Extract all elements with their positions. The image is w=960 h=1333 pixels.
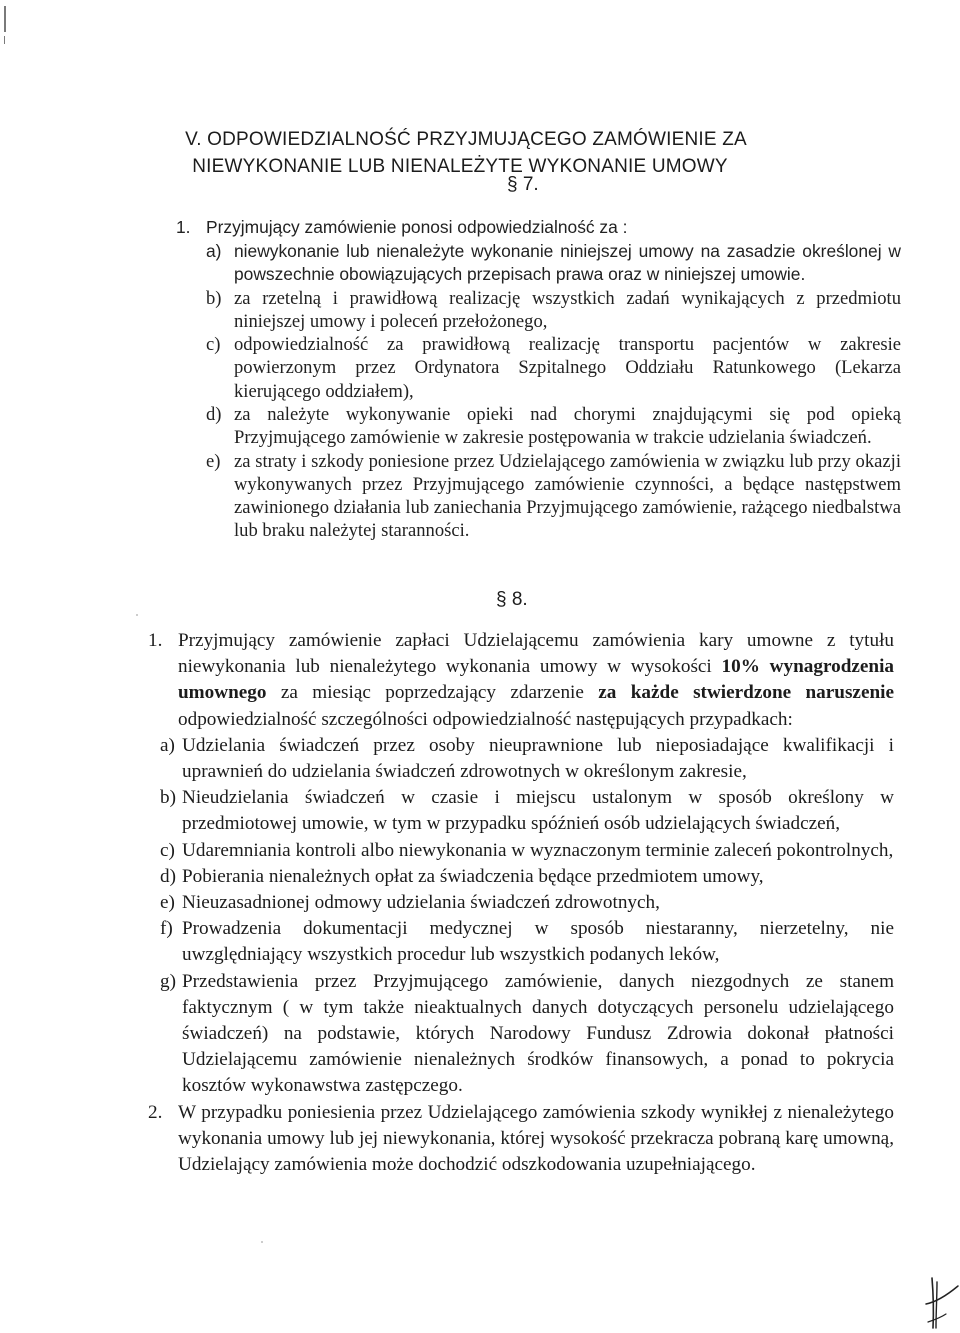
list-item — [176, 450, 901, 543]
point-number: 1. — [176, 217, 191, 237]
list-item-text: odpowiedzialność za prawidłową realizację transportu pacjentów w zakresie powierzonym przez Ordynatora Szpitalnego Oddziału Ratunkowego (Lekarza kierującego oddziałem), — [234, 334, 901, 402]
point-text-part: Przyjmujący zamówienie zapłaci Udzielającemu zamówienia kary umowne z tytułu niewykonania lub nienależytego wykonania umowy w wysokości — [178, 630, 894, 678]
list-item — [148, 890, 894, 916]
point-text: W przypadku poniesienia przez Udzielającego zamówienia szkody wynikłej z nienależytego wykonania umowy lub jej niewykonania, której wysokość przekracza pobraną karę umowną, Udzielający zamówienia może dochodzić odszkodowania uzupełniającego. — [178, 1101, 894, 1176]
heading-line-2: NIEWYKONANIE LUB NIENALEŻYTE WYKONANIE UMOWY — [192, 156, 728, 177]
point-text: Przyjmujący zamówienie ponosi odpowiedzialność za : — [206, 217, 628, 237]
list-marker: e) — [206, 450, 221, 472]
list-marker: c) — [160, 839, 175, 861]
list-item-text: niewykonanie lub nienależyte wykonanie niniejszej umowy na zasadzie określonej w powszechnie obowiązujących przepisach prawa oraz w niniejszej umowie. — [234, 240, 901, 284]
scan-speck — [261, 1241, 263, 1243]
list-item — [176, 240, 901, 287]
list-marker: a) — [160, 734, 175, 756]
handwritten-initial-signature — [924, 1272, 960, 1332]
list-item — [148, 838, 894, 864]
section-8 — [148, 628, 894, 1178]
list-item — [176, 287, 901, 334]
list-item — [148, 969, 894, 1100]
list-item-text: Przedstawienia przez Przyjmującego zamówienie, danych niezgodnych ze stanem faktycznym ( w tym także nieaktualnych danych dotyczących personelu udzielającego świadczeń) na podstawie, których Narodowy Fundusz Zdrowia dokonał płatności Udzielającemu zamówienie nienależnych środków finansowych, a ponad to pokrycia kosztów wykonawstwa zastępczego. — [182, 970, 894, 1097]
list-item — [148, 864, 894, 890]
section-7-list — [176, 240, 901, 543]
point-text-part: odpowiedzialność szczególności odpowiedzialność następujących przypadkach: — [178, 708, 793, 730]
penalty-amount: 10% wynagrodzenia umownego — [178, 656, 895, 704]
list-item — [176, 333, 901, 403]
list-marker: e) — [160, 892, 175, 914]
list-marker: f) — [160, 918, 173, 940]
list-item-text: Nieuzasadnionej odmowy udzielania świadczeń zdrowotnych, — [182, 892, 660, 914]
section-heading — [0, 126, 960, 180]
section-8-point-2 — [148, 1100, 894, 1179]
point-number: 2. — [148, 1101, 163, 1123]
section-7 — [176, 216, 901, 543]
paragraph-mark-8: § 8. — [496, 589, 528, 610]
list-marker: b) — [206, 287, 222, 309]
list-item-text: za straty i szkody poniesione przez Udzielającego zamówienia w związku lub przy okazji wykonywanych przez Przyjmującego zamówienie czynności, a będące następstwem zawinionego działania lub zaniechania Przyjmującego zamówienie, rażącego niedbalstwa lub braku należytej staranności. — [234, 450, 902, 542]
point-number: 1. — [148, 630, 163, 651]
section-8-point-1 — [148, 628, 894, 733]
section-7-point-1 — [176, 216, 901, 240]
list-item-text: Pobierania nienależnych opłat za świadczenia będące przedmiotem umowy, — [182, 865, 764, 887]
list-marker: g) — [160, 970, 176, 992]
list-marker: c) — [206, 334, 221, 356]
list-item-text: Udzielania świadczeń przez osoby nieuprawnione lub nieposiadające kwalifikacji i uprawnień do udzielania świadczeń zdrowotnych w określonym zakresie, — [182, 734, 894, 783]
list-marker: a) — [206, 240, 222, 261]
list-marker: d) — [206, 403, 222, 425]
scan-edge-mark — [4, 6, 6, 32]
scan-speck — [136, 614, 138, 616]
list-item-text: Udaremniania kontroli albo niewykonania w wyznaczonym terminie zaleceń pokontrolnych, — [182, 839, 894, 861]
section-8-list — [148, 733, 894, 1100]
scan-edge-mark — [4, 36, 5, 44]
list-marker: d) — [160, 865, 176, 887]
paragraph-mark-7: § 7. — [507, 174, 539, 195]
list-item — [176, 403, 901, 450]
list-item — [148, 785, 894, 837]
point-text-part: za miesiąc poprzedzający zdarzenie — [266, 682, 599, 704]
list-item-text: Prowadzenia dokumentacji medycznej w sposób niestaranny, nierzetelny, nie uwzględniający wszystkich procedur lub wszystkich podanych leków, — [182, 918, 894, 966]
list-item-text: Nieudzielania świadczeń w czasie i miejscu ustalonym w sposób określony w przedmiotowej umowie, w tym w przypadku spóźnień osób udzielających świadczeń, — [182, 787, 894, 835]
heading-line-1: V. ODPOWIEDZIALNOŚĆ PRZYJMUJĄCEGO ZAMÓWIENIE ZA — [185, 129, 747, 150]
list-item-text: za należyte wykonywanie opieki nad chorymi znajdującymi się pod opieką Przyjmującego zamówienie w zakresie postępowania w trakcie udzielania świadczeń. — [234, 403, 901, 449]
list-item — [148, 916, 894, 968]
list-marker: b) — [160, 787, 176, 809]
list-item — [148, 733, 894, 785]
list-item-text: za rzetelną i prawidłową realizację wszystkich zadań wynikających z przedmiotu niniejszej umowy i poleceń przełożonego, — [234, 287, 901, 332]
penalty-condition: za każde stwierdzone naruszenie — [598, 682, 894, 704]
